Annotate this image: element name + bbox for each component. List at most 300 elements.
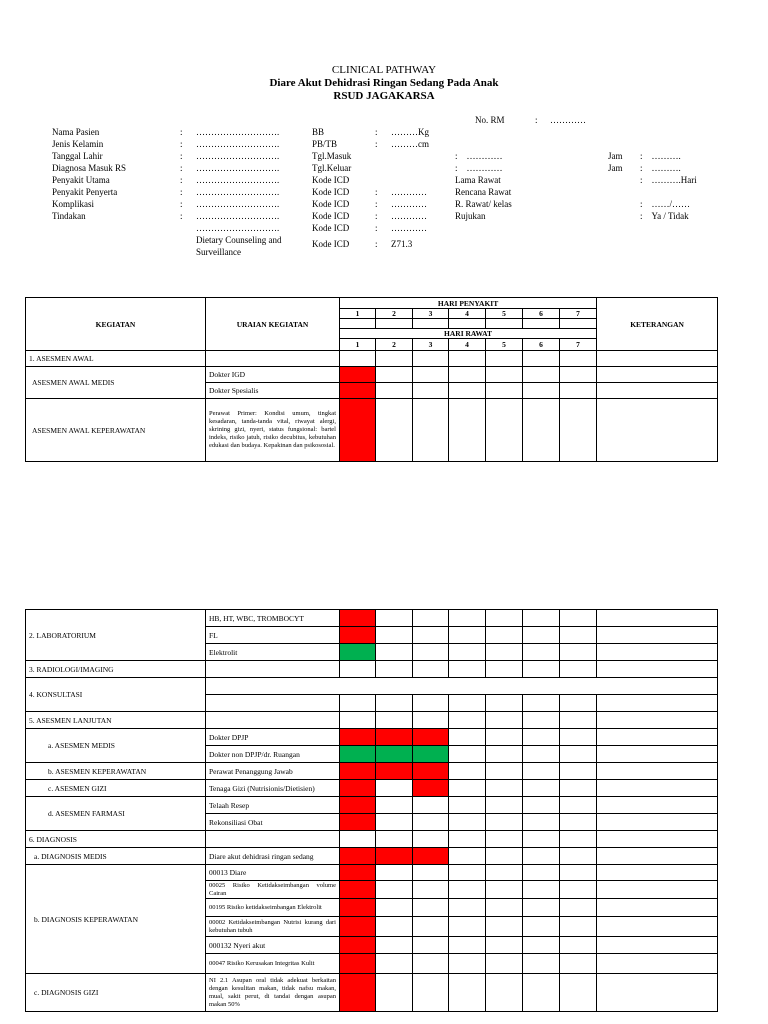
table-cell — [597, 383, 718, 399]
header-hari-penyakit: HARI PENYAKIT — [340, 298, 597, 309]
table-cell — [486, 695, 523, 712]
table-cell — [449, 695, 486, 712]
info-label: Rencana Rawat — [455, 187, 512, 197]
table-cell — [523, 974, 560, 1012]
table-cell — [597, 746, 718, 763]
table-cell — [376, 937, 413, 954]
table-cell — [523, 780, 560, 797]
section-radiologi: 3. RADIOLOGI/IMAGING — [26, 661, 206, 678]
table-row — [26, 678, 718, 695]
table-cell — [597, 937, 718, 954]
table-cell — [523, 383, 560, 399]
table-cell — [486, 780, 523, 797]
day-number: 6 — [523, 339, 560, 351]
table-cell — [486, 937, 523, 954]
info-value: ………………………. — [196, 211, 280, 221]
table-cell — [340, 661, 376, 678]
uraian-item: Tenaga Gizi (Nutrisionis/Dietisien) — [206, 780, 340, 797]
table-cell — [523, 695, 560, 712]
table-cell — [560, 899, 597, 917]
table-cell — [449, 865, 486, 881]
table-cell — [597, 399, 718, 462]
uraian-item: Rekonsiliasi Obat — [206, 814, 340, 831]
activity-cell-filled — [340, 383, 376, 399]
header-kegiatan: KEGIATAN — [26, 298, 206, 351]
header-keterangan: KETERANGAN — [597, 298, 718, 351]
info-value: ………………………. — [196, 175, 280, 185]
table-row — [26, 729, 718, 746]
table-cell — [523, 917, 560, 937]
table-cell — [486, 399, 523, 462]
table-cell — [597, 729, 718, 746]
table-cell — [413, 712, 449, 729]
info-label: Kode ICD — [312, 187, 350, 197]
table-cell — [560, 399, 597, 462]
table-cell — [560, 627, 597, 644]
activity-cell-filled — [340, 729, 376, 746]
info-colon: : ………… — [455, 163, 503, 173]
table-cell — [523, 865, 560, 881]
day-number: 3 — [413, 309, 449, 319]
info-label: R. Rawat/ kelas — [455, 199, 512, 209]
table-cell — [523, 763, 560, 780]
table-cell — [449, 746, 486, 763]
table-cell — [486, 661, 523, 678]
info-label: Komplikasi — [52, 199, 94, 209]
table-row — [26, 780, 718, 797]
table-cell — [486, 831, 523, 848]
table-cell — [413, 881, 449, 899]
no-rm-value: ………… — [550, 115, 586, 125]
table-cell — [449, 917, 486, 937]
day-number: 6 — [523, 309, 560, 319]
table-cell — [560, 937, 597, 954]
info-label: Jam — [608, 163, 623, 173]
table-cell — [449, 763, 486, 780]
table-cell — [560, 763, 597, 780]
activity-cell-filled — [340, 848, 376, 865]
header-uraian: URAIAN KEGIATAN — [206, 298, 340, 351]
table-cell — [560, 319, 597, 329]
document-subtitle: Diare Akut Dehidrasi Ringan Sedang Pada Anak — [269, 77, 499, 89]
info-label: Nama Pasien — [52, 127, 100, 137]
table-cell — [413, 695, 449, 712]
table-cell — [523, 848, 560, 865]
table-cell — [523, 746, 560, 763]
day-number: 3 — [413, 339, 449, 351]
table-row — [26, 298, 718, 309]
table-cell — [376, 661, 413, 678]
table-row — [26, 610, 718, 627]
table-cell — [560, 831, 597, 848]
table-cell — [597, 780, 718, 797]
activity-cell-filled — [340, 865, 376, 881]
table-cell — [560, 814, 597, 831]
uraian-item: 00047 Risiko Kerusakan Integritas Kulit — [206, 954, 340, 974]
table-cell — [376, 627, 413, 644]
table-cell — [449, 797, 486, 814]
info-value — [391, 174, 429, 186]
asesmen-awal-medis: ASESMEN AWAL MEDIS — [26, 367, 206, 399]
asesmen-keperawatan: b. ASESMEN KEPERAWATAN — [26, 763, 206, 780]
table-cell — [486, 383, 523, 399]
table-cell — [449, 848, 486, 865]
table-cell — [376, 644, 413, 661]
table-cell — [376, 712, 413, 729]
table-cell — [449, 780, 486, 797]
table-cell — [560, 383, 597, 399]
activity-cell-filled — [340, 367, 376, 383]
table-cell — [486, 865, 523, 881]
activity-cell-filled — [340, 881, 376, 899]
table-cell — [560, 610, 597, 627]
table-cell — [523, 712, 560, 729]
patient-info-col4: Jam : ………. Jam : ………. : ……….Hari : ……/…… : Ya / Tidak — [608, 151, 697, 221]
table-cell — [486, 729, 523, 746]
table-cell — [413, 974, 449, 1012]
patient-info-col2-labels — [312, 126, 351, 250]
patient-info-values — [196, 126, 281, 258]
info-label: BB — [312, 127, 325, 137]
table-cell — [560, 917, 597, 937]
table-cell — [523, 881, 560, 899]
table-cell — [486, 319, 523, 329]
table-cell — [206, 351, 340, 367]
table-cell — [597, 351, 718, 367]
uraian-item: Perawat Penanggung Jawab — [206, 763, 340, 780]
day-number: 1 — [340, 339, 376, 351]
table-cell — [413, 367, 449, 383]
section-diagnosis: 6. DIAGNOSIS — [26, 831, 206, 848]
table-cell — [560, 954, 597, 974]
table-cell — [523, 937, 560, 954]
info-label: Penyakit Utama — [52, 175, 110, 185]
info-value: ………………………. — [196, 187, 280, 197]
info-label: PB/TB — [312, 139, 338, 149]
activity-cell-filled — [340, 399, 376, 462]
info-label: Penyakit Penyerta — [52, 187, 118, 197]
activity-cell-filled — [340, 954, 376, 974]
table-cell — [486, 367, 523, 383]
uraian-item: Telaah Resep — [206, 797, 340, 814]
activity-cell-filled — [376, 763, 413, 780]
table-cell — [413, 351, 449, 367]
patient-info-col3-labels — [455, 126, 512, 222]
table-cell — [413, 797, 449, 814]
info-label: Lama Rawat — [455, 175, 501, 185]
uraian-item: 000132 Nyeri akut — [206, 937, 340, 954]
info-value: ………………………. — [196, 163, 280, 173]
table-cell — [449, 881, 486, 899]
table-row — [26, 797, 718, 814]
activity-cell-filled — [376, 848, 413, 865]
table-cell — [597, 831, 718, 848]
info-value: ……….Hari — [651, 175, 697, 185]
table-cell — [449, 399, 486, 462]
table-cell — [597, 610, 718, 627]
table-cell — [449, 712, 486, 729]
table-cell — [413, 831, 449, 848]
table-cell — [486, 627, 523, 644]
info-value: ………cm — [391, 139, 429, 149]
uraian-item: Dokter Spesialis — [206, 383, 340, 399]
activity-cell-filled — [340, 780, 376, 797]
table-row — [26, 712, 718, 729]
table-cell — [523, 814, 560, 831]
table-cell — [523, 797, 560, 814]
activity-cell-filled — [340, 763, 376, 780]
activity-cell-filled — [413, 729, 449, 746]
table-cell — [449, 899, 486, 917]
table-cell — [376, 797, 413, 814]
table-cell — [486, 974, 523, 1012]
table-cell — [413, 899, 449, 917]
table-cell — [449, 814, 486, 831]
table-cell — [376, 865, 413, 881]
table-cell — [376, 351, 413, 367]
activity-cell-optional — [413, 746, 449, 763]
activity-cell-optional — [340, 644, 376, 661]
activity-cell-filled — [413, 763, 449, 780]
table-row — [26, 974, 718, 1012]
info-label: Jam — [608, 151, 623, 161]
table-cell — [413, 383, 449, 399]
table-row — [26, 865, 718, 881]
table-cell — [597, 848, 718, 865]
uraian-item: 00013 Diare — [206, 865, 340, 881]
info-value: ………… — [391, 211, 427, 221]
document-title: CLINICAL PATHWAY — [331, 64, 437, 76]
info-value: ………. — [651, 163, 681, 173]
table-cell — [340, 712, 376, 729]
uraian-item: NI 2.1 Asupan oral tidak adekuat berkaitan dengan kesulitan makan, tidak nafsu makan, mual, sakit perut, di tandai dengan asupan makan 50% — [206, 974, 340, 1012]
table-cell — [597, 814, 718, 831]
table-cell — [413, 399, 449, 462]
table-cell — [413, 937, 449, 954]
activity-cell-filled — [413, 848, 449, 865]
table-cell — [376, 831, 413, 848]
patient-info-labels — [52, 126, 126, 222]
table-cell — [413, 954, 449, 974]
table-cell — [340, 319, 376, 329]
info-label: Kode ICD — [312, 199, 350, 209]
table-cell — [597, 865, 718, 881]
no-rm-label: No. RM — [475, 115, 505, 125]
table-cell — [340, 351, 376, 367]
table-cell — [560, 780, 597, 797]
table-cell — [560, 797, 597, 814]
info-value: ………… — [466, 163, 503, 173]
diagnosis-medis: a. DIAGNOSIS MEDIS — [26, 848, 206, 865]
day-number: 4 — [449, 339, 486, 351]
info-label: Kode ICD — [312, 175, 350, 185]
info-value: ……/…… — [651, 199, 691, 209]
diagnosis-keperawatan: b. DIAGNOSIS KEPERAWATAN — [26, 865, 206, 974]
header-hari-rawat: HARI RAWAT — [340, 329, 597, 339]
info-label: Kode ICD — [312, 211, 350, 221]
table-cell — [376, 695, 413, 712]
day-number: 7 — [560, 309, 597, 319]
table-cell — [486, 814, 523, 831]
info-value: ………… — [391, 199, 427, 209]
table-cell — [376, 899, 413, 917]
dietary-line2: Surveillance — [196, 247, 241, 257]
table-cell — [449, 319, 486, 329]
table-cell — [486, 644, 523, 661]
table-cell — [413, 865, 449, 881]
table-row — [26, 367, 718, 383]
info-value: ………………………. — [196, 139, 280, 149]
pathway-table-1 — [25, 297, 718, 462]
section-asesmen-awal: 1. ASESMEN AWAL — [26, 351, 206, 367]
table-cell — [523, 610, 560, 627]
table-cell — [376, 399, 413, 462]
diagnosis-gizi: c. DIAGNOSIS GIZI — [26, 974, 206, 1012]
table-cell — [376, 954, 413, 974]
table-cell — [523, 661, 560, 678]
uraian-item: Perawat Primer: Kondisi umum, tingkat kesadaran, tanda-tanda vital, riwayat alergi, skrining gizi, nyeri, status fungsional: bartel indeks, risiko jatuh, risiko decubitus, kebutuhan edukasi dan budaya. Kepakinan dan psikososial. — [206, 399, 340, 462]
asesmen-medis: a. ASESMEN MEDIS — [26, 729, 206, 763]
uraian-item: HB, HT, WBC, TROMBOCYT — [206, 610, 340, 627]
day-number: 7 — [560, 339, 597, 351]
table-cell — [206, 712, 340, 729]
table-cell — [486, 712, 523, 729]
table-cell — [449, 351, 486, 367]
no-rm-line — [475, 115, 586, 125]
activity-cell-filled — [340, 974, 376, 1012]
info-label: Tgl.Keluar — [312, 163, 352, 173]
table-cell — [376, 319, 413, 329]
table-cell — [560, 974, 597, 1012]
table-cell — [597, 644, 718, 661]
activity-cell-optional — [340, 746, 376, 763]
table-row — [26, 351, 718, 367]
table-cell — [523, 954, 560, 974]
table-cell — [560, 865, 597, 881]
table-cell — [523, 627, 560, 644]
table-cell — [413, 627, 449, 644]
table-cell — [376, 814, 413, 831]
table-cell — [486, 881, 523, 899]
no-rm-colon: : — [535, 115, 538, 125]
table-cell — [486, 917, 523, 937]
table-cell — [449, 831, 486, 848]
activity-cell-filled — [340, 814, 376, 831]
section-konsultasi: 4. KONSULTASI — [26, 678, 206, 712]
info-label: Tanggal Lahir — [52, 151, 103, 161]
table-cell — [560, 644, 597, 661]
table-row — [26, 661, 718, 678]
table-cell — [340, 695, 376, 712]
table-cell — [376, 881, 413, 899]
table-cell — [449, 729, 486, 746]
pathway-table-2 — [25, 609, 718, 1012]
table-cell — [449, 383, 486, 399]
table-cell — [413, 319, 449, 329]
activity-cell-optional — [376, 746, 413, 763]
table-cell — [560, 729, 597, 746]
info-value: ………… — [391, 187, 427, 197]
activity-cell-filled — [340, 937, 376, 954]
table-cell — [560, 848, 597, 865]
table-cell — [523, 831, 560, 848]
table-cell — [376, 610, 413, 627]
uraian-item: Elektrolit — [206, 644, 340, 661]
table-cell — [597, 367, 718, 383]
table-cell — [449, 661, 486, 678]
table-cell — [597, 974, 718, 1012]
day-number: 1 — [340, 309, 376, 319]
uraian-item: 00025 Risiko Ketidakseimbangan volume Cairan — [206, 881, 340, 899]
table-cell — [523, 399, 560, 462]
section-asesmen-lanjutan: 5. ASESMEN LANJUTAN — [26, 712, 206, 729]
day-number: 2 — [376, 309, 413, 319]
info-label: Tgl.Masuk — [312, 151, 352, 161]
activity-cell-filled — [340, 610, 376, 627]
uraian-item: 00195 Risiko ketidakseimbangan Elektrolit — [206, 899, 340, 917]
table-cell — [560, 712, 597, 729]
table-cell — [206, 678, 718, 695]
asesmen-gizi: c. ASESMEN GIZI — [26, 780, 206, 797]
table-cell — [597, 797, 718, 814]
table-cell — [597, 954, 718, 974]
uraian-item: Dokter IGD — [206, 367, 340, 383]
activity-cell-filled — [340, 899, 376, 917]
day-number: 2 — [376, 339, 413, 351]
hospital-name: RSUD JAGAKARSA — [333, 90, 435, 102]
table-cell — [523, 319, 560, 329]
table-cell — [560, 367, 597, 383]
asesmen-awal-keperawatan: ASESMEN AWAL KEPERAWATAN — [26, 399, 206, 462]
table-cell — [523, 644, 560, 661]
table-cell — [413, 661, 449, 678]
info-value — [391, 162, 429, 174]
table-cell — [376, 383, 413, 399]
activity-cell-filled — [413, 780, 449, 797]
info-label: Kode ICD — [312, 223, 350, 233]
table-cell — [486, 848, 523, 865]
info-label: Rujukan — [455, 211, 486, 221]
table-cell — [486, 797, 523, 814]
table-cell — [486, 610, 523, 627]
table-cell — [449, 610, 486, 627]
table-cell — [413, 644, 449, 661]
table-cell — [560, 661, 597, 678]
table-row — [26, 831, 718, 848]
section-laboratorium: 2. LABORATORIUM — [26, 610, 206, 661]
info-value: ………. — [651, 151, 681, 161]
table-cell — [523, 351, 560, 367]
table-cell — [413, 610, 449, 627]
table-cell — [449, 954, 486, 974]
uraian-item: Dokter non DPJP/dr. Ruangan — [206, 746, 340, 763]
uraian-item: Diare akut dehidrasi ringan sedang — [206, 848, 340, 865]
table-cell — [376, 917, 413, 937]
table-cell — [449, 367, 486, 383]
info-value: ………………………. — [196, 223, 280, 233]
table-cell — [486, 351, 523, 367]
info-value: Ya / Tidak — [651, 211, 689, 221]
table-cell — [597, 763, 718, 780]
activity-cell-filled — [340, 917, 376, 937]
day-number: 5 — [486, 309, 523, 319]
patient-info-col2-values — [391, 126, 429, 250]
table-cell — [449, 627, 486, 644]
table-cell — [597, 695, 718, 712]
info-label: Kode ICD — [312, 239, 350, 249]
patient-info-col2-colons: : : : : : : : — [375, 127, 378, 249]
info-value — [391, 150, 429, 162]
